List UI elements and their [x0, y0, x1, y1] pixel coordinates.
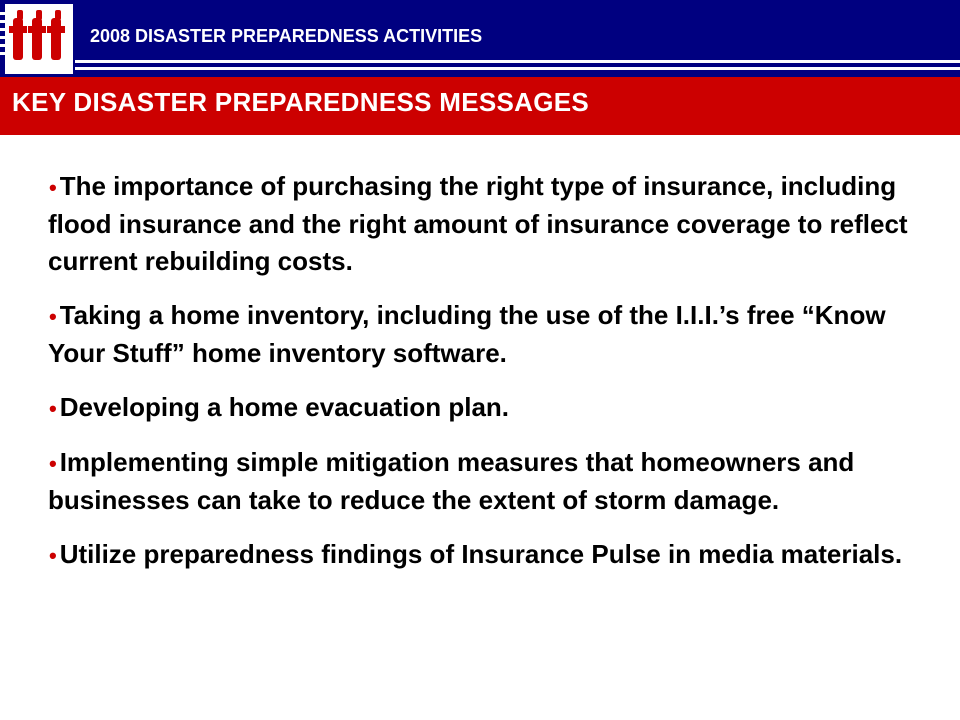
iii-logo-icon [5, 4, 73, 74]
header-stripe [75, 60, 960, 63]
bullet-icon: • [49, 451, 57, 476]
bullet-icon: • [49, 396, 57, 421]
bullet-item [48, 536, 928, 574]
header-stripe [75, 67, 960, 70]
bullet-item [48, 389, 928, 427]
bullet-item [48, 168, 928, 280]
bullet-text: Implementing simple mitigation measures that homeowners and businesses can take to reduce the extent of storm damage. [48, 447, 855, 515]
section-title: KEY DISASTER PREPAREDNESS MESSAGES [12, 87, 590, 117]
bullet-text: The importance of purchasing the right type of insurance, including flood insurance and the right amount of insurance coverage to reflect current rebuilding costs. [48, 171, 908, 276]
bullet-icon: • [49, 543, 57, 568]
bullet-icon: • [49, 304, 57, 329]
bullet-icon: • [49, 175, 57, 200]
bullet-list [48, 168, 928, 591]
bullet-text: Developing a home evacuation plan. [59, 392, 510, 422]
bullet-text: Taking a home inventory, including the use of the I.I.I.’s free “Know Your Stuff” home inventory software. [48, 300, 886, 368]
header-title: 2008 DISASTER PREPAREDNESS ACTIVITIES [90, 26, 483, 46]
bullet-item [48, 444, 928, 519]
bullet-item [48, 297, 928, 372]
bullet-text: Utilize preparedness findings of Insurance Pulse in media materials. [59, 539, 903, 569]
iii-logo [5, 4, 73, 74]
header-bar [0, 0, 960, 77]
